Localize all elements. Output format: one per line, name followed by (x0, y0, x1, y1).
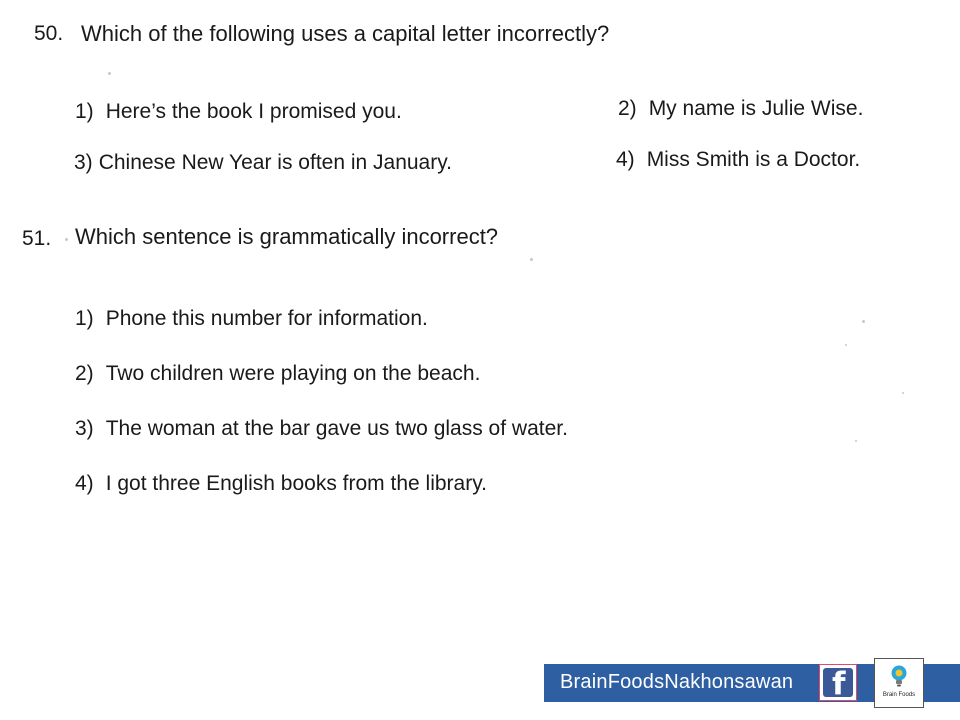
question-51-option-4 (75, 472, 487, 496)
option-text: Two children were playing on the beach. (105, 362, 481, 385)
option-number: 2) (618, 97, 637, 120)
question-50-option-4 (616, 148, 860, 172)
option-text: Chinese New Year is often in January. (98, 151, 453, 174)
option-number: 4) (75, 472, 94, 495)
question-50-option-3 (74, 151, 452, 175)
option-number: 3) (75, 417, 94, 440)
option-number: 2) (75, 362, 94, 385)
option-text: Here’s the book I promised you. (105, 100, 402, 123)
scan-speck (855, 440, 857, 442)
scan-speck (65, 238, 68, 241)
option-number: 3) (74, 151, 93, 174)
question-50-option-2 (618, 97, 863, 121)
facebook-badge (823, 668, 853, 697)
footer-brand-text: BrainFoodsNakhonsawan (560, 671, 794, 693)
scan-speck (108, 72, 111, 75)
question-50-number: 50. (34, 22, 64, 45)
question-50-text: Which of the following uses a capital letter incorrectly? (81, 21, 610, 46)
option-text: Miss Smith is a Doctor. (646, 148, 861, 171)
option-number: 4) (616, 148, 635, 171)
question-51-text: Which sentence is grammatically incorrect? (75, 224, 499, 249)
scan-speck (530, 258, 533, 261)
option-number: 1) (75, 100, 94, 123)
option-text: I got three English books from the library. (105, 472, 487, 495)
logo-label: Brain Foods (882, 692, 916, 698)
brain-foods-logo (874, 658, 924, 708)
question-51-number: 51. (22, 227, 52, 250)
option-text: My name is Julie Wise. (648, 97, 864, 120)
option-text: The woman at the bar gave us two glass of water. (105, 417, 568, 440)
scan-speck (845, 344, 847, 346)
lightbulb-icon (890, 665, 908, 689)
facebook-f-glyph: f (832, 668, 846, 697)
option-number: 1) (75, 307, 94, 330)
question-50-option-1 (75, 100, 402, 124)
option-text: Phone this number for information. (105, 307, 428, 330)
scan-speck (902, 392, 904, 394)
scan-speck (862, 320, 865, 323)
facebook-icon[interactable] (819, 664, 857, 701)
question-51-option-1 (75, 307, 428, 331)
question-51-option-3 (75, 417, 568, 441)
question-51-option-2 (75, 362, 480, 386)
